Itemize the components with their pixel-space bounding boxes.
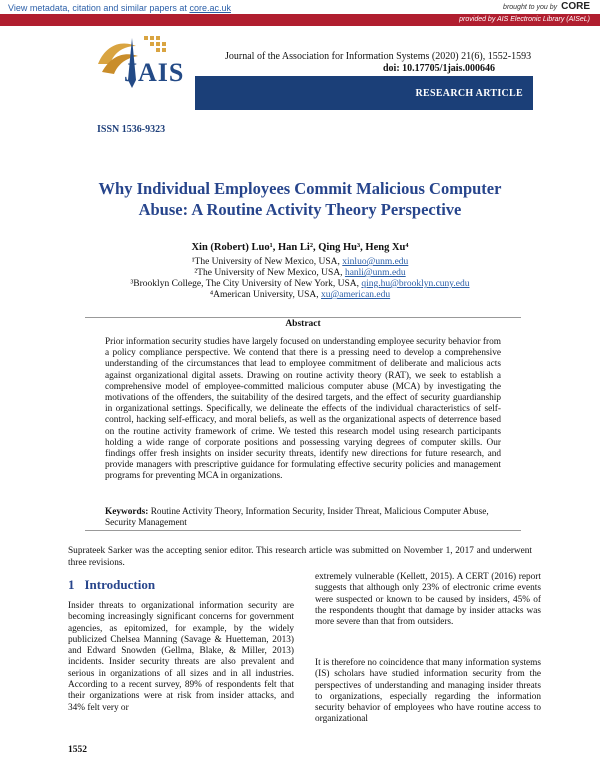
page-number: 1552 (68, 745, 87, 755)
paper-title (60, 178, 540, 220)
article-type-banner (195, 76, 533, 110)
title-line-1: Why Individual Employees Commit Malicious Computer (98, 179, 502, 198)
core-banner (0, 0, 600, 14)
abstract-section (85, 317, 521, 531)
section-number: 1 (68, 577, 75, 592)
title-line-2: Abuse: A Routine Activity Theory Perspective (138, 200, 462, 219)
body-left-column: Insider threats to organizational information security are becoming increasingly significant concerns for government agencies, as epitomized, for example, by the widely publicized Chelsea Manning (Savage & Huetteman, 2013) and Edward Snowden (Gellma, Blake, & Miller, 2013) incidents. Insider security threats are also prevalent and serious in organizations of all sizes and in all industries. According to a recent survey, 89% of respondents felt that their organizations were at risk from insider attacks, and 34% felt very or (68, 601, 294, 713)
keywords (105, 507, 501, 529)
body-right-paragraph-1: extremely vulnerable (Kellett, 2015). A CERT (2016) report suggests that although only 23% of electronic crime events were suspected or known to be caused by insiders, 45% of the respondents thought that damage by insider attacks was more severe than that from outsiders. (315, 572, 541, 628)
email-link[interactable]: hanli@unm.edu (344, 268, 406, 278)
jais-logo-text: JAIS (124, 58, 185, 87)
section-title: Introduction (84, 577, 156, 592)
author-list: Xin (Robert) Luo¹, Han Li², Qing Hu³, Heng Xu⁴ (191, 242, 409, 253)
article-type-label: RESEARCH ARTICLE (415, 88, 523, 99)
core-metadata-text: View metadata, citation and similar papers at (8, 3, 190, 13)
keywords-label: Keywords: (105, 507, 149, 517)
affiliation-2 (0, 268, 600, 278)
affiliation-text: ¹The University of New Mexico, USA, (191, 257, 343, 267)
doi: doi: 10.17705/1jais.000646 (383, 63, 495, 74)
abstract-heading: Abstract (285, 319, 321, 329)
email-link[interactable]: qing.hu@brooklyn.cuny.edu (361, 279, 470, 289)
keywords-list: Routine Activity Theory, Information Security, Insider Threat, Malicious Computer Abuse, Security Management (105, 507, 489, 529)
provided-by-bar (0, 14, 600, 26)
affiliation-3 (0, 279, 600, 289)
core-logo-text: CORE (561, 1, 590, 12)
section-heading (68, 577, 155, 593)
email-link[interactable]: xu@american.edu (320, 290, 391, 300)
editor-note: Suprateek Sarker was the accepting senior editor. This research article was submitted on November 1, 2017 and underwent three revisions. (68, 546, 532, 568)
core-link[interactable]: core.ac.uk (189, 3, 231, 13)
journal-citation: Journal of the Association for Information Systems (2020) 21(6), 1552-1593 (225, 51, 532, 62)
affiliation-text: ³Brooklyn College, The City University of New York, USA, (130, 279, 362, 289)
email-link[interactable]: xinluo@unm.edu (342, 257, 409, 267)
affiliation-4 (0, 290, 600, 300)
core-brand[interactable] (503, 1, 590, 12)
affiliation-text: ²The University of New Mexico, USA, (194, 268, 345, 278)
affiliation-text: ⁴American University, USA, (209, 290, 321, 300)
core-metadata-link[interactable] (8, 3, 231, 13)
body-right-paragraph-2: It is therefore no coincidence that many information systems (IS) scholars have studied information security from the perspectives of understanding and managing insider threats to organizations, especially regarding the information security behavior of employees who have routine access to organizational (315, 658, 541, 725)
abstract-body: Prior information security studies have largely focused on understanding employee security behavior from a policy compliance perspective. We contend that there is a pressing need to develop a comprehensive understanding of the circumstances that lead to employee commitment of deliberate and malicious acts against organizational digital assets. Drawing on routine activity theory (RAT), we seek to establish a comprehensive model of employee-committed malicious computer abuse (MCA) by investigating the motivations of the offenders, the suitability of the desired targets, and the effect of security guardianship in organizational settings. Specifically, we delineate the effects of the individual characteristics of self-control, hacking self-efficacy, and moral beliefs, as well as the organizational aspects of deterrence based on the routine activity framework of crime. We tested this research model using research participants holding a wide range of corporate positions and possessing varying degrees of computer skills. Our findings offer fresh insights on insider security threats, identify new directions for future research, and provide managers with prescriptive guidance for formulating effective security policies and management programs for preventing MCA in organizations. (105, 337, 501, 482)
affiliation-1 (0, 257, 600, 267)
issn: ISSN 1536-9323 (97, 124, 166, 135)
brought-to-you-text: brought to you by (503, 4, 558, 11)
provided-by-text: provided by AIS Electronic Library (AISeL) (459, 16, 590, 23)
